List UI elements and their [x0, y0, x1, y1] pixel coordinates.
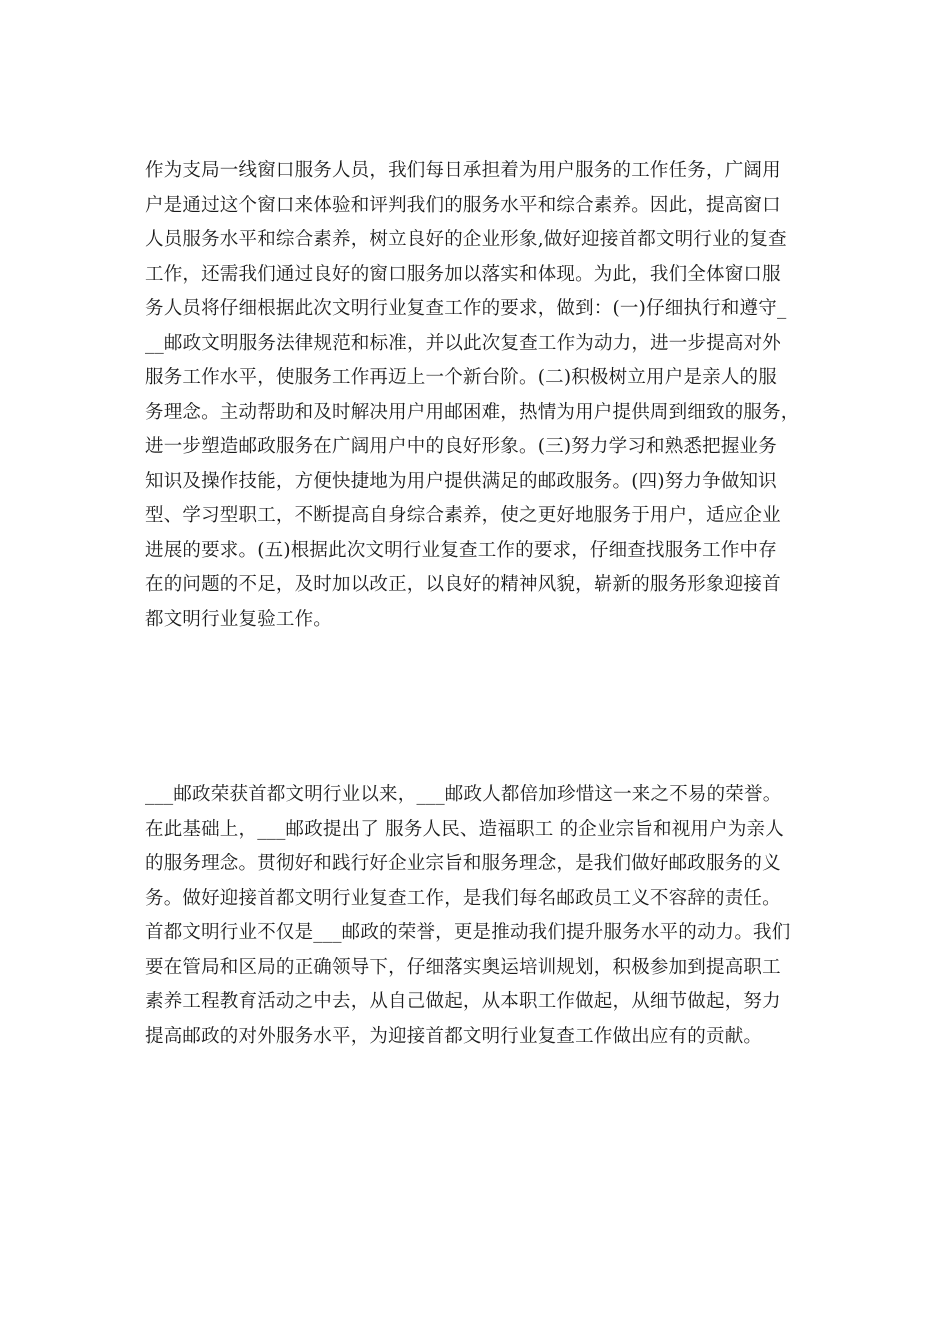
text-line: 首都文明行业不仅是___邮政的荣誉，更是推动我们提升服务水平的动力。我们: [145, 922, 791, 943]
text-line: 提高邮政的对外服务水平，为迎接首都文明行业复查工作做出应有的贡献。: [145, 1025, 763, 1047]
text-line: 都文明行业复验工作。: [145, 608, 333, 630]
text-line: 作为支局一线窗口服务人员，我们每日承担着为用户服务的工作任务，广阔用: [145, 160, 781, 181]
text-line: 在此基础上，___邮政提出了 服务人民、造福职工 的企业宗旨和视用户为亲人: [145, 818, 784, 840]
text-line: 工作，还需我们通过良好的窗口服务加以落实和体现。为此，我们全体窗口服: [145, 263, 781, 285]
text-line: 知识及操作技能，方便快捷地为用户提供满足的邮政服务。(四)努力争做知识: [145, 470, 777, 492]
paragraph-civilized-industry: [145, 778, 805, 1054]
text-line: 在的问题的不足，及时加以改正，以良好的精神风貌，崭新的服务形象迎接首: [145, 574, 781, 595]
text-line: 的服务理念。贯彻好和践行好企业宗旨和服务理念，是我们做好邮政服务的义: [145, 853, 781, 874]
text-line: 进一步塑造邮政服务在广阔用户中的良好形象。(三)努力学习和熟悉把握业务: [145, 436, 777, 457]
paragraph-window-service: [145, 154, 805, 637]
text-line: 素养工程教育活动之中去，从自己做起，从本职工作做起，从细节做起，努力: [145, 991, 781, 1012]
text-line: 务理念。主动帮助和及时解决用户用邮困难，热情为用户提供周到细致的服务，: [145, 401, 800, 423]
text-line: 人员服务水平和综合素养，树立良好的企业形象,做好迎接首都文明行业的复查: [145, 229, 787, 250]
text-line: 务。做好迎接首都文明行业复查工作，是我们每名邮政员工义不容辞的责任。: [145, 887, 781, 909]
text-line: __邮政文明服务法律规范和标准，并以此次复查工作为动力，进一步提高对外: [145, 332, 782, 354]
text-line: ___邮政荣获首都文明行业以来，___邮政人都倍加珍惜这一来之不易的荣誉。: [145, 784, 782, 805]
text-line: 要在管局和区局的正确领导下，仔细落实奥运培训规划，积极参加到提高职工: [145, 956, 781, 978]
text-line: 服务工作水平，使服务工作再迈上一个新台阶。(二)积极树立用户是亲人的服: [145, 367, 777, 388]
text-line: 进展的要求。(五)根据此次文明行业复查工作的要求，仔细查找服务工作中存: [145, 539, 777, 561]
text-line: 户是通过这个窗口来体验和评判我们的服务水平和综合素养。因此，提高窗口: [145, 194, 781, 216]
text-line: 务人员将仔细根据此次文明行业复查工作的要求，做到：(一)仔细执行和遵守_: [145, 298, 787, 319]
text-line: 型、学习型职工，不断提高自身综合素养，使之更好地服务于用户，适应企业: [145, 505, 781, 526]
